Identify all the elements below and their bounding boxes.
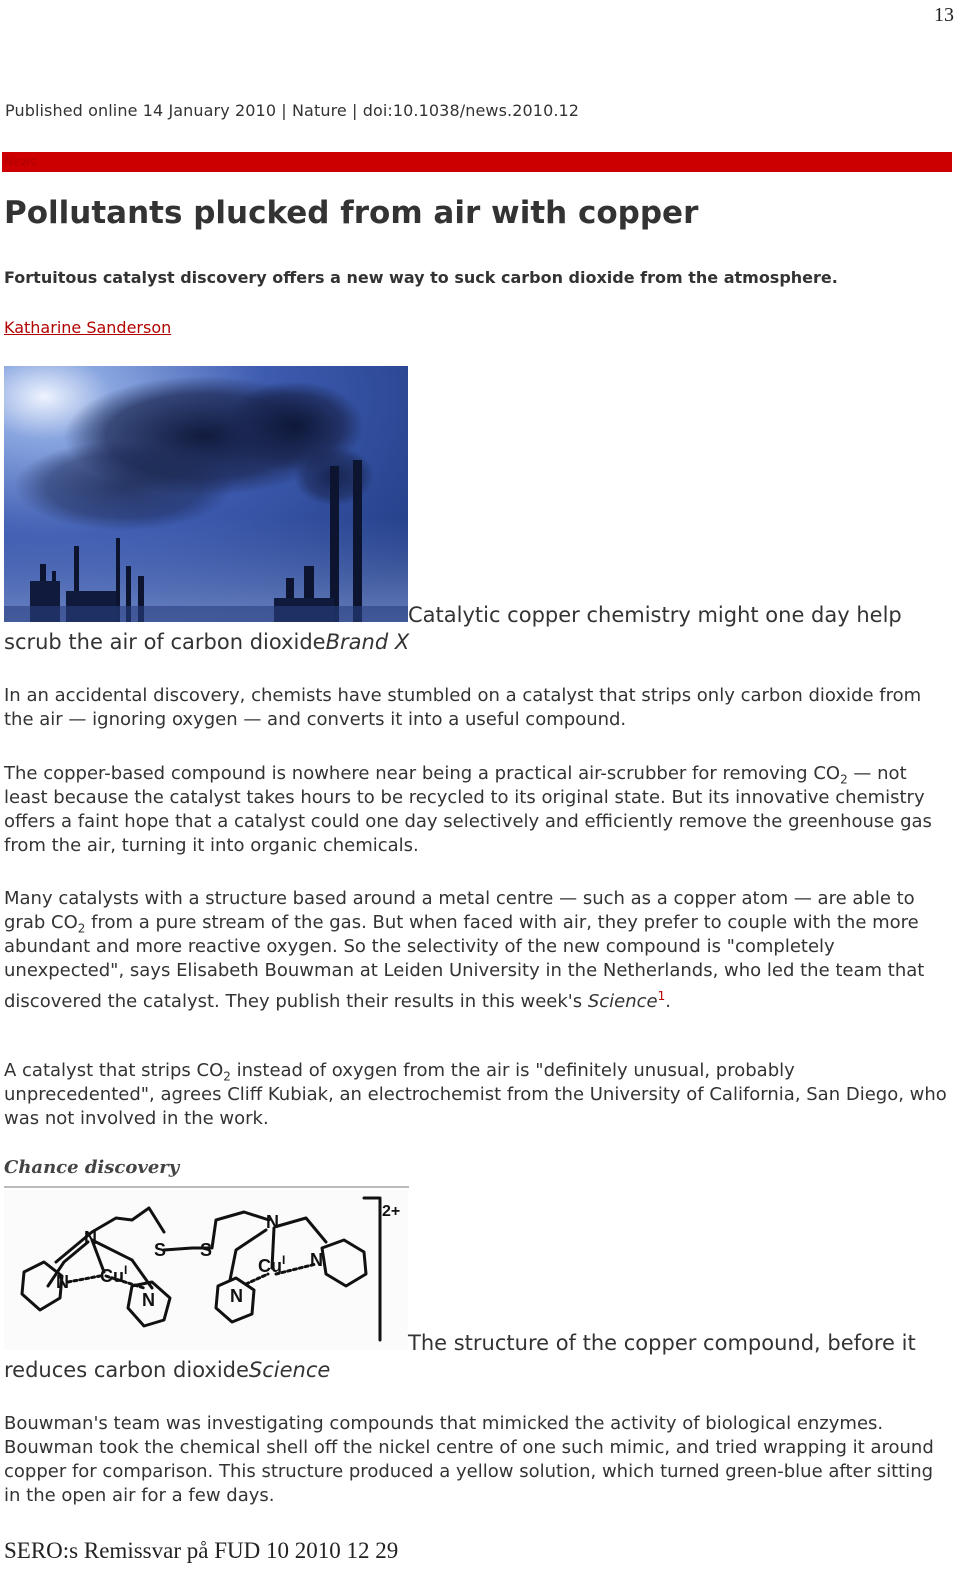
paragraph-5: Bouwman's team was investigating compounds that mimicked the activity of biological enzymes. Bouwman took the chemical shell off the nickel centre of one such mimic, and tried wrapping it around copper for comparison. This structure produced a yellow solution, which turned green-blue after sitting in the open air for a few days. [4, 1413, 934, 1506]
page-number: 13 [934, 4, 954, 26]
figure-credit: Brand X [325, 630, 410, 654]
article-standfirst: Fortuitous catalyst discovery offers a new way to suck carbon dioxide from the atmosphere. [4, 268, 838, 287]
paragraph-1: In an accidental discovery, chemists have stumbled on a catalyst that strips only carbon dioxide from the air — ignoring oxygen — and converts it into a useful compound. [4, 685, 922, 730]
article-title: Pollutants plucked from air with copper [4, 195, 699, 231]
copper-label: $Cu^I$ [100, 1263, 128, 1286]
sulfur-label: S [154, 1240, 167, 1260]
publication-line: Published online 14 January 2010 | Nature | doi:10.1038/news.2010.12 [5, 101, 580, 120]
figure-caption: Catalytic copper chemistry might one day help scrub the air of carbon dioxide [4, 603, 902, 654]
svg-text:N: N [310, 1250, 323, 1270]
svg-text:N: N [56, 1272, 69, 1292]
figure-copper-structure [4, 1190, 944, 1384]
copper-compound-diagram [4, 1190, 408, 1357]
section-divider [4, 1186, 409, 1188]
svg-text:N: N [230, 1286, 243, 1306]
paragraph-3: Many catalysts with a structure based around a metal centre — such as a copper atom — are able to grab $CO_2$ from a pure stream of the gas. But when faced with air, they prefer to couple with the more abundant and more reactive oxygen. So the selectivity of the new compound is "completely unexpected", says Elisabeth Bouwman at Leiden University in the Netherlands, who led the team that discovered the catalyst. They publish their results in this week's Science$^1$. [4, 888, 925, 1012]
nitrogen-label: N [84, 1228, 97, 1248]
figure-caption: The structure of the copper compound, before it reduces carbon dioxide [4, 1331, 916, 1382]
paragraph-2: The copper-based compound is nowhere near being a practical air-scrubber for removing $CO_2$ — not least because the catalyst takes hours to be recycled to its original state. But its innovative chemistry offers a faint hope that a catalyst could one day selectively and efficiently remove the greenhouse gas from the air, turning it into organic chemicals. [4, 763, 932, 856]
svg-text:CuI: $Cu^I$ [258, 1253, 286, 1276]
smokestacks-photo [4, 366, 408, 629]
section-bar [2, 152, 952, 172]
author-link[interactable]: Katharine Sanderson [4, 318, 172, 337]
figure-smokestacks [4, 366, 944, 656]
svg-text:N: N [142, 1290, 155, 1310]
charge-label: 2+ [382, 1203, 401, 1220]
svg-text:N: N [266, 1212, 279, 1232]
section-link-news[interactable]: News [4, 155, 37, 169]
section-heading: Chance discovery [4, 1157, 180, 1178]
svg-text:S: S [200, 1240, 213, 1260]
figure-credit: Science [248, 1358, 331, 1382]
paragraph-4: A catalyst that strips $CO_2$ instead of oxygen from the air is "definitely unusual, probably unprecedented", agrees Cliff Kubiak, an electrochemist from the University of California, San Diego, who was not involved in the work. [4, 1060, 947, 1129]
reference-link-1[interactable]: 1 [657, 989, 666, 1003]
document-footer: SERO:s Remissvar på FUD 10 2010 12 29 [4, 1538, 399, 1563]
